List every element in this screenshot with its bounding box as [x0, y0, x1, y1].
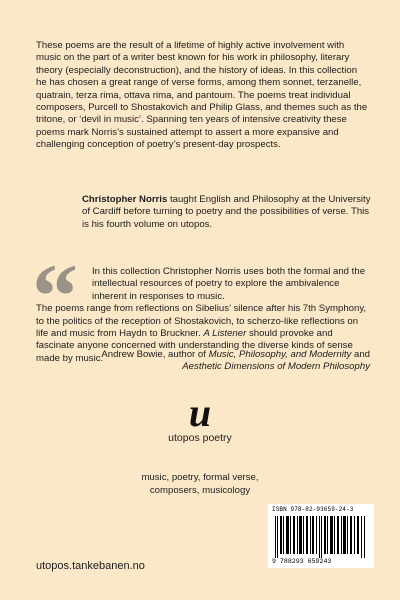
attribution-book1: Music, Philosophy, and Modernity	[208, 349, 352, 360]
publisher-url[interactable]: utopos.tankebanen.no	[36, 560, 145, 572]
quote-mark-icon: “	[32, 245, 78, 347]
review-attribution	[100, 349, 370, 374]
utopos-logo-icon: u	[188, 390, 212, 435]
attribution-prefix: Andrew Bowie, author of	[101, 349, 209, 360]
subject-tags	[0, 472, 400, 497]
tags-line-1: music, poetry, formal verse,	[141, 472, 259, 483]
blurb-text: These poems are the result of a lifetime of highly active involvement with music on the part of a writer best known for his work in philosophy, literary theory (especially deconstruction), and the history of ideas. In this collection he has chosen a great range of verse forms, among them sonnet, terzanelle, quatrain, terza rima, ottava rima, and pantoum. The poems treat individual composers, Purcell to Shostakovich and Philip Glass, and themes such as the tritone, or ‘devil in music’. Spanning ten years of intensive creativity these poems mark Norris’s sustained attempt to assert a more expansive and challenging conception of poetry’s present-day prospects.	[36, 40, 368, 151]
barcode-bars-icon	[274, 516, 368, 558]
barcode-number: 9 788293 659243	[272, 558, 332, 565]
review-text-end: should provoke and fascinate anyone concerned with understanding the diverse kinds of sense made by music.	[36, 328, 353, 364]
author-bio-text: taught English and Philosophy at the University of Cardiff before turning to poetry and the possibilities of verse. This is his fourth volume on utopos.	[82, 194, 371, 230]
isbn-label: ISBN 978-82-93659-24-3	[272, 506, 354, 513]
author-bio	[82, 194, 372, 231]
review-text-main: The poems range from reflections on Sibelius’ silence after his 7th Symphony, to the politics of the reception of Shostakovich, to scherzo-like reflections on life and music from Haydn to Bruckner.	[36, 303, 367, 340]
publisher-logo	[0, 390, 400, 444]
author-name: Christopher Norris	[82, 194, 168, 205]
review-text-indented: In this collection Christopher Norris uses both the formal and the intellectual resources of poetry to explore the ambivalence inherent in responses to music.	[92, 266, 366, 302]
publisher-name: utopos poetry	[168, 432, 232, 444]
attribution-book2: Aesthetic Dimensions of Modern Philosophy	[182, 361, 370, 373]
review-book-title: A Listener	[203, 328, 247, 340]
tags-line-2: composers, musicology	[149, 484, 251, 496]
book-blurb	[36, 40, 368, 152]
isbn-barcode	[268, 504, 374, 568]
attribution-middle: and	[351, 349, 370, 360]
